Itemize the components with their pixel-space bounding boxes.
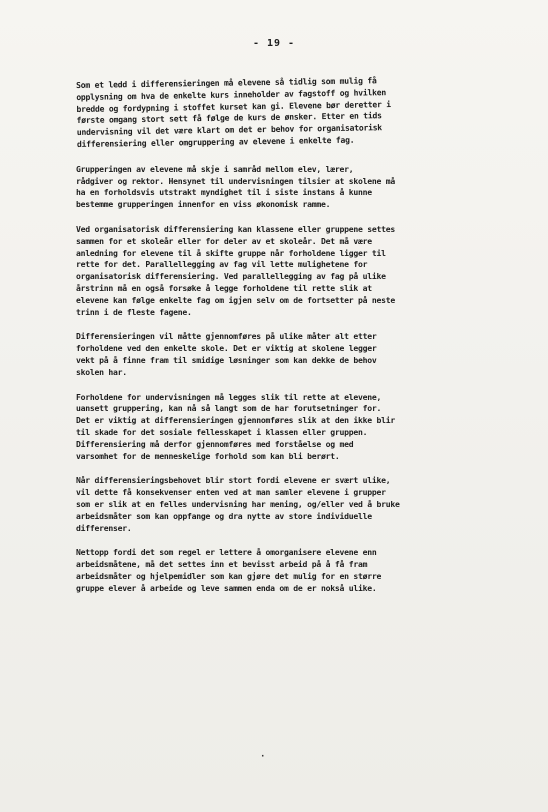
text-line: Differensiering må derfor gjennomføres med forståelse og med [76, 438, 354, 449]
text-line: arbeidsmåtene, må det settes inn et bevisst arbeid på å få fram [76, 559, 368, 570]
text-line: forholdene ved den enkelte skole. Det er viktig at skolene legger [76, 343, 377, 354]
paragraph-3 [76, 224, 496, 318]
text-line: Når differensieringsbehovet blir stort fordi elevene er svært ulike, [76, 475, 391, 486]
text-line: vil dette få konsekvenser enten ved at man samler elevene i grupper [76, 487, 386, 498]
text-line: bredde og fordypning i stoffet kurset kan gi. Elevene bør deretter i [76, 98, 391, 114]
text-line: gruppe elever å arbeide og leve sammen enda om de er nokså ulike. [76, 582, 377, 593]
text-line: uansett gruppering, kan nå så langt som de har forutsetninger for. [76, 403, 382, 414]
text-line: Det er viktig at differensieringen gjennomføres slik at den ikke blir [76, 415, 395, 426]
text-line: differenser. [76, 522, 132, 533]
text-line: Ved organisatorisk differensiering kan klassene eller gruppene settes [76, 223, 395, 234]
text-line: varsomhet for de menneskelige forhold som kan bli berørt. [76, 450, 340, 461]
text-line: Som et ledd i differensieringen må elevene så tidlig som mulig få [76, 75, 377, 90]
text-line: arbeidsmåter som kan oppfange og dra nytte av store individuelle [76, 510, 372, 521]
text-line: Grupperingen av elevene må skje i samråd mellom elev, lærer, [76, 163, 354, 174]
paragraph-7 [76, 547, 496, 594]
text-line: Nettopp fordi det som regel er lettere å omorganisere elevene enn [76, 547, 377, 558]
text-line: rette for det. Parallellegging av fag vil lette mulighetene for [76, 259, 368, 270]
document-body [76, 75, 496, 607]
text-line: arbeidsmåter og hjelpemidler som kan gjøre det mulig for en større [76, 570, 382, 581]
text-line: vekt på å finne fram til smidige løsninger som kan dekke de behov [76, 354, 377, 365]
text-line: sammen for et skoleår eller for deler av et skoleår. Det må være [76, 235, 372, 246]
text-line: skolen har. [76, 366, 127, 377]
paragraph-5 [76, 392, 496, 463]
text-line: trinn i de fleste fagene. [76, 306, 192, 317]
text-line: differensiering eller omgruppering av elevene i enkelte fag. [76, 134, 355, 149]
text-line: undervisning vil det være klart om det er behov for organisatorisk [76, 122, 382, 138]
footer-mark: · [260, 752, 266, 762]
text-line: opplysning om hva de enkelte kurs inneholder av fagstoff og hvilken [76, 86, 387, 102]
text-line: rådgiver og rektor. Hensynet til undervisningen tilsier at skolene må [76, 175, 395, 186]
paragraph-1 [76, 73, 497, 150]
text-line: bestemme grupperingen innenfor en viss økonomisk ramme. [76, 199, 331, 210]
text-line: første omgang stort sett få følge de kurs de ønsker. Etter en tids [76, 110, 382, 126]
text-line: organisatorisk differensiering. Ved parallellegging av fag på ulike [76, 271, 386, 282]
text-line: Forholdene for undervisningen må legges slik til rette at elevene, [76, 391, 382, 402]
text-line: som er slik at en felles undervisning har mening, og/eller ved å bruke [76, 498, 400, 509]
page-number: - 19 - [252, 38, 296, 49]
paragraph-2 [76, 164, 496, 211]
text-line: til skade for det sosiale fellesskapet i klassen eller gruppen. [76, 426, 368, 437]
text-line: elevene kan følge enkelte fag om igjen selv om de fortsetter på neste [76, 294, 395, 305]
text-line: anledning for elevene til å skifte gruppe når forholdene ligger til [76, 247, 386, 258]
paragraph-6 [76, 475, 496, 534]
paragraph-4 [76, 331, 496, 378]
text-line: årstrinn må en også forsøke å legge forholdene til rette slik at [76, 282, 372, 293]
text-line: Differensieringen vil måtte gjennomføres på ulike måter alt etter [76, 331, 377, 342]
text-line: ha en forholdsvis utstrakt myndighet til i siste instans å kunne [76, 187, 372, 198]
